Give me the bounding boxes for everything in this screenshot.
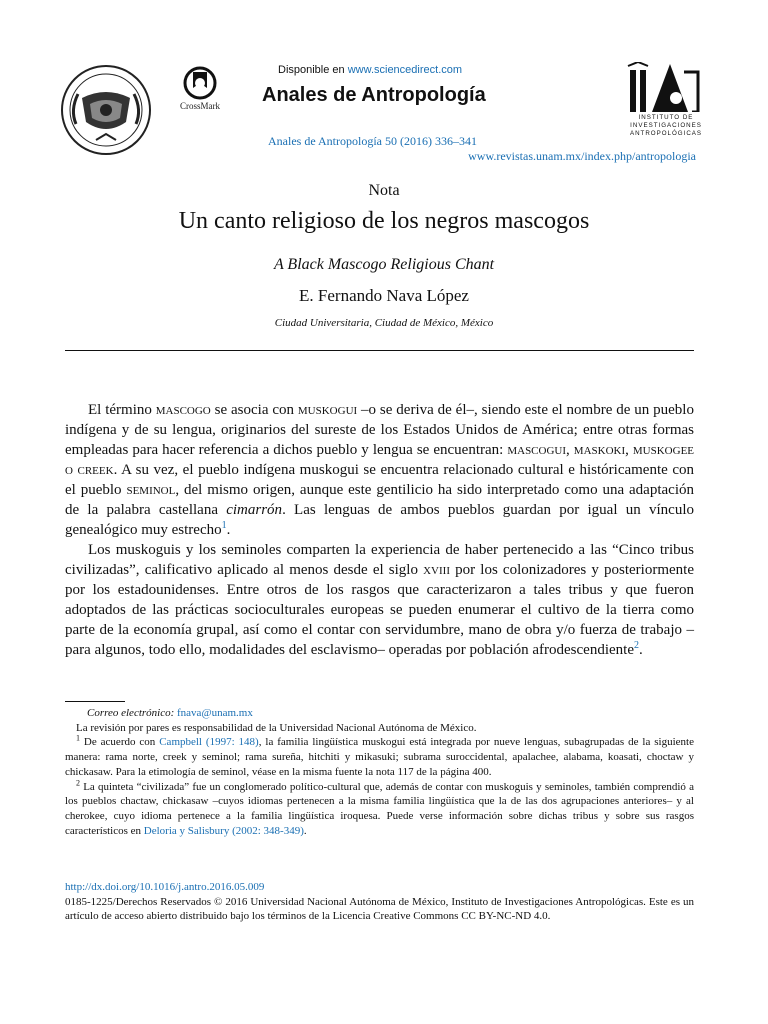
iia-text-line: ANTROPOLÓGICAS [629,130,703,137]
footnote-2 [65,777,694,839]
crossmark-label: CrossMark [180,101,220,111]
doi-block [65,880,694,924]
text: se asocia con [210,402,298,418]
term-small-caps: mascogo [155,402,211,418]
text: Los muskoguis y los seminoles comparten la experiencia de haber pertenecido a las “Cinco tribus civilizadas”, calificativo aplicado al menos desde el siglo [65,542,694,578]
doi-link[interactable]: http://dx.doi.org/10.1016/j.antro.2016.05.009 [65,881,265,893]
availability-line [278,64,462,76]
text: El término [88,402,156,418]
century-small-caps: xviii [423,562,450,578]
email-link[interactable]: fnava@unam.mx [177,707,253,719]
footnote-number: 2 [76,777,80,787]
article-type: Nota [368,182,400,199]
text: . A su vez, el pueblo indígena muskogui se encuentra relacionado cultural e históricamente con el pueblo [65,462,695,498]
term-small-caps: mascogui, maskoki, muskogee o creek [65,442,695,478]
article-body [65,400,694,660]
text: La quinteta “civilizada” fue un conglomerado político-cultural que, además de contar con muskoguis y seminoles, también comprendió a los pueblos chactaw, chickasaw –cuyos idiomas pertenecen a la misma familia lingüística que la de las dos agrupaciones anteriores– y al cherokee, cuyo idioma pertenece a la familia lingüística iroquesa. Puede verse información sobre dichas tribus y sobre sus rasgos característicos en [65,780,694,837]
iia-text-line: INSTITUTO DE [638,114,694,121]
footnote-ref-2[interactable]: 2 [633,640,639,651]
text: . Las lenguas de ambos pueblos guardan por igual un vínculo genealógico muy estrecho [65,502,694,538]
text: . [226,522,231,538]
crossmark-badge[interactable] [172,66,228,111]
term-small-caps: seminol [126,482,176,498]
footnote-1 [65,735,694,779]
text: –o se deriva de él–, siendo este el nombre de un pueblo indígena y de su lengua, originarios del sureste de los Estados Unidos de América; entre otras formas empleadas para hacer referencia a dichos pueblo y lengua se encuentran: [65,402,694,458]
availability-prefix: Disponible en [278,64,348,76]
iia-institute-text [628,114,704,138]
text: De acuerdo con [80,736,160,749]
footnotes [65,706,694,838]
header-divider [65,350,694,351]
email-line [65,706,694,721]
article-title: Un canto religioso de los negros mascogos [178,208,590,234]
author-affiliation: Ciudad Universitaria, Ciudad de México, México [274,317,494,329]
crossmark-icon [183,66,217,100]
iia-text-line: INVESTIGACIONES [630,122,702,129]
article-subtitle: A Black Mascogo Religious Chant [273,256,495,273]
journal-url-link[interactable]: www.revistas.unam.mx/index.php/antropologia [468,149,696,163]
journal-citation-link[interactable]: Anales de Antropología 50 (2016) 336–341 [268,134,477,148]
author-name: E. Fernando Nava López [299,286,469,305]
footnote-number: 1 [76,733,80,743]
deloria-reference-link[interactable]: Deloria y Salisbury (2002: 348-349) [143,824,304,837]
iia-institute-logo [624,62,702,112]
peer-review-note: La revisión por pares es responsabilidad de la Universidad Nacional Autónoma de México. [76,721,477,734]
footnote-divider [65,701,125,702]
email-label: Correo electrónico: [87,707,175,719]
sciencedirect-link[interactable]: www.sciencedirect.com [347,64,463,76]
campbell-reference-link[interactable]: Campbell (1997: 148) [159,736,259,749]
unam-seal-logo [60,64,152,156]
journal-name: Anales de Antropología [262,84,486,106]
term-small-caps: muskogui [297,402,358,418]
text: por los colonizadores y posteriormente por los estadounidenses. Entre otros de los rasgos que caracterizaron a tales tribus y que fueron adoptados de las prácticas socioculturales europeas se pueden enumerar el cultivo de la tierra como parte de la economía grupal, así como el contar con servidumbre, mano de obra y/o fuerza de trabajo –para algunos, todo ello, modalidades del esclavismo– operadas por población afrodescendiente [65,562,694,658]
body-paragraph [65,400,694,540]
text: , del mismo origen, aunque este gentilicio ha sido interpretado como una adaptación de la palabra castellana [65,482,694,518]
text: . [638,642,643,658]
page-header [0,0,768,170]
body-paragraph [65,540,694,660]
footnote-ref-1[interactable]: 1 [221,520,227,531]
italic-term: cimarrón [226,502,283,518]
text: . [303,824,307,837]
text: , la familia lingüística muskogui está integrada por nueve lenguas, subagrupadas de la siguiente manera: rama norte, creek y seminol; rama sureña, hitchiti y mikasuki; subrama suroccidental, apalachee, alabama, koasati, choctaw y chickasaw. Para la etimología de seminol, véase en la misma fuente la nota 117 de la página 400. [65,736,694,778]
license-text: 0185-1225/Derechos Reservados © 2016 Universidad Nacional Autónoma de México, Instituto de Investigaciones Antropológicas. Este es un artículo de acceso abierto distribuido bajo los términos de la Licencia Creative Commons CC BY-NC-ND 4.0. [65,895,694,922]
